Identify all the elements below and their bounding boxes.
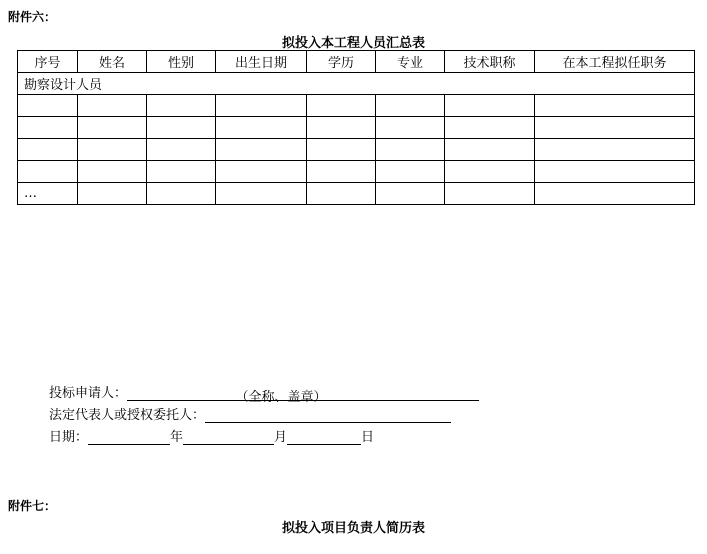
- year-label: 年: [170, 430, 184, 445]
- day-blank: [287, 430, 361, 445]
- staff-summary-table: [17, 50, 695, 205]
- table-row: [18, 139, 695, 161]
- col-header-role: 在本工程拟任职务: [535, 51, 695, 73]
- attachment-seven-label: 附件七：: [8, 499, 57, 513]
- table-row: [18, 95, 695, 117]
- col-header-major: 专业: [376, 51, 445, 73]
- representative-label: 法定代表人或授权委托人：: [49, 408, 206, 423]
- month-label: 月: [274, 430, 288, 445]
- bidder-label: 投标申请人：: [49, 386, 128, 401]
- col-header-name: 姓名: [78, 51, 147, 73]
- group-row: [18, 73, 695, 95]
- date-line: [49, 426, 374, 445]
- bidder-note: （全称、盖章）: [235, 390, 327, 405]
- day-label: 日: [361, 430, 375, 445]
- table-row: [18, 117, 695, 139]
- bidder-line: [49, 382, 479, 405]
- col-header-education: 学历: [307, 51, 376, 73]
- month-blank: [183, 430, 274, 445]
- bidder-blank: [127, 386, 479, 405]
- date-label: 日期：: [49, 430, 89, 445]
- col-header-index: 序号: [18, 51, 78, 73]
- ellipsis-cell: …: [18, 183, 78, 205]
- table-header-row: [18, 51, 695, 73]
- year-blank: [88, 430, 170, 445]
- staff-summary-title: 拟投入本工程人员汇总表: [281, 36, 425, 51]
- representative-line: [49, 404, 451, 423]
- table-row: [18, 183, 695, 205]
- col-header-gender: 性别: [147, 51, 216, 73]
- col-header-title: 技术职称: [445, 51, 535, 73]
- representative-blank: [205, 408, 451, 423]
- manager-resume-title: 拟投入项目负责人简历表: [281, 521, 425, 536]
- col-header-birthdate: 出生日期: [216, 51, 307, 73]
- table-row: [18, 161, 695, 183]
- group-label: 勘察设计人员: [18, 73, 695, 95]
- attachment-six-label: 附件六：: [8, 10, 57, 24]
